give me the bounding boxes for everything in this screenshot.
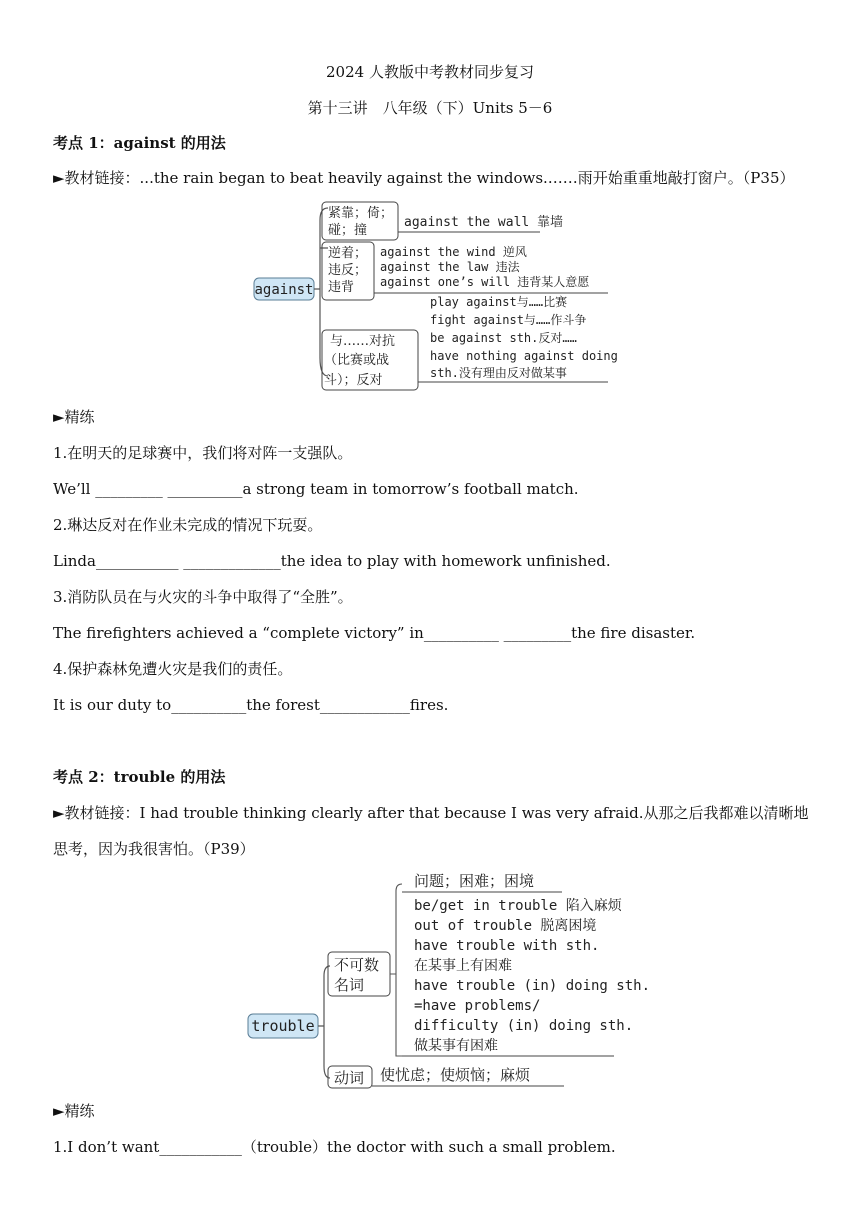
branch2-label-line3: 违背 [328,280,355,295]
trouble-mind-map [244,866,651,1092]
branch2-label-line2: 违反； [328,263,368,278]
branch3-item-1: play against与……比赛 [430,295,568,309]
section1-heading: 考点 1：against 的用法 [53,134,226,152]
trouble-noun-meaning: 问题；困难；困境 [414,872,535,890]
branch3-item-2: fight against与……作斗争 [430,313,587,327]
exercise-2-english: Linda___________ _____________the idea to play with homework unfinished. [53,552,611,570]
exercise-3-english: The firefighters achieved a “complete victory” in__________ _________the fire disaster. [53,624,696,642]
trouble-item-2: out of trouble 脱离困境 [414,918,597,934]
exercise-1-english: We’ll _________ __________a strong team in tomorrow’s football match. [53,480,579,498]
trouble-item-7: difficulty (in) doing sth. [414,1018,634,1034]
trouble-verb-meaning: 使忧虑；使烦恼；麻烦 [380,1066,531,1084]
branch1-label-line2: 碰；撞 [328,223,368,238]
trouble-branch1-label-line2: 名词 [334,976,365,994]
section2-textbook-link-line1: ►教材链接：I had trouble thinking clearly after that because I was very afraid.从那之后我都难以清晰地 [53,804,809,822]
branch2-item-3: against one’s will 违背某人意愿 [380,275,590,289]
section2-heading: 考点 2：trouble 的用法 [53,768,226,786]
branch3-item-4: have nothing against doing [430,349,618,363]
branch2-item-2: against the law 违法 [380,260,520,274]
lecture-subtitle: 第十三讲 八年级（下）Units 5－6 [307,99,553,117]
exercise-4-chinese: 4.保护森林免遭火灾是我们的责任。 [53,660,293,678]
trouble-item-6: =have problems/ [414,998,541,1014]
trouble-branch1-label-line1: 不可数 [334,956,380,974]
branch3-label-line1: 与……对抗 [330,334,396,349]
branch3-item-3: be against sth.反对…… [430,331,577,345]
branch3-item-5: sth.没有理由反对做某事 [430,366,567,380]
trouble-item-1: be/get in trouble 陷入麻烦 [414,898,622,914]
mindmap-root-label: trouble [251,1017,315,1035]
trouble-item-3: have trouble with sth. [414,938,600,954]
branch3-label-line3: 斗）；反对 [324,373,383,388]
section1-textbook-link: ►教材链接：...the rain began to beat heavily against the windows.……雨开始重重地敲打窗户。（P35） [53,169,795,187]
branch1-label-line1: 紧靠；倚； [328,206,394,221]
branch2-item-1: against the wind 逆风 [380,245,527,259]
branch2-label-line1: 逆着； [328,246,368,261]
mindmap-root-label: against [254,282,314,298]
trouble-branch2-label: 动词 [334,1069,365,1087]
section1-practice-heading: ►精练 [53,408,95,426]
branch3-label-line2: （比赛或战 [324,353,390,368]
against-mind-map [250,198,620,396]
branch1-item: against the wall 靠墙 [404,215,564,230]
exercise-2-chinese: 2.琳达反对在作业未完成的情况下玩耍。 [53,516,323,534]
trouble-item-4: 在某事上有困难 [414,958,512,974]
exercise-4-english: It is our duty to__________the forest____________fires. [53,696,449,714]
section2-exercise-1: 1.I don’t want___________（trouble）the doctor with such a small problem. [53,1138,616,1156]
section2-practice-heading: ►精练 [53,1102,95,1120]
document-title: 2024 人教版中考教材同步复习 [326,63,534,81]
exercise-1-chinese: 1.在明天的足球赛中，我们将对阵一支强队。 [53,444,353,462]
section2-textbook-link-line2: 思考，因为我很害怕。（P39） [53,840,255,858]
trouble-item-5: have trouble (in) doing sth. [414,978,651,994]
exercise-3-chinese: 3.消防队员在与火灾的斗争中取得了“全胜”。 [53,588,353,606]
trouble-item-8: 做某事有困难 [414,1038,498,1054]
